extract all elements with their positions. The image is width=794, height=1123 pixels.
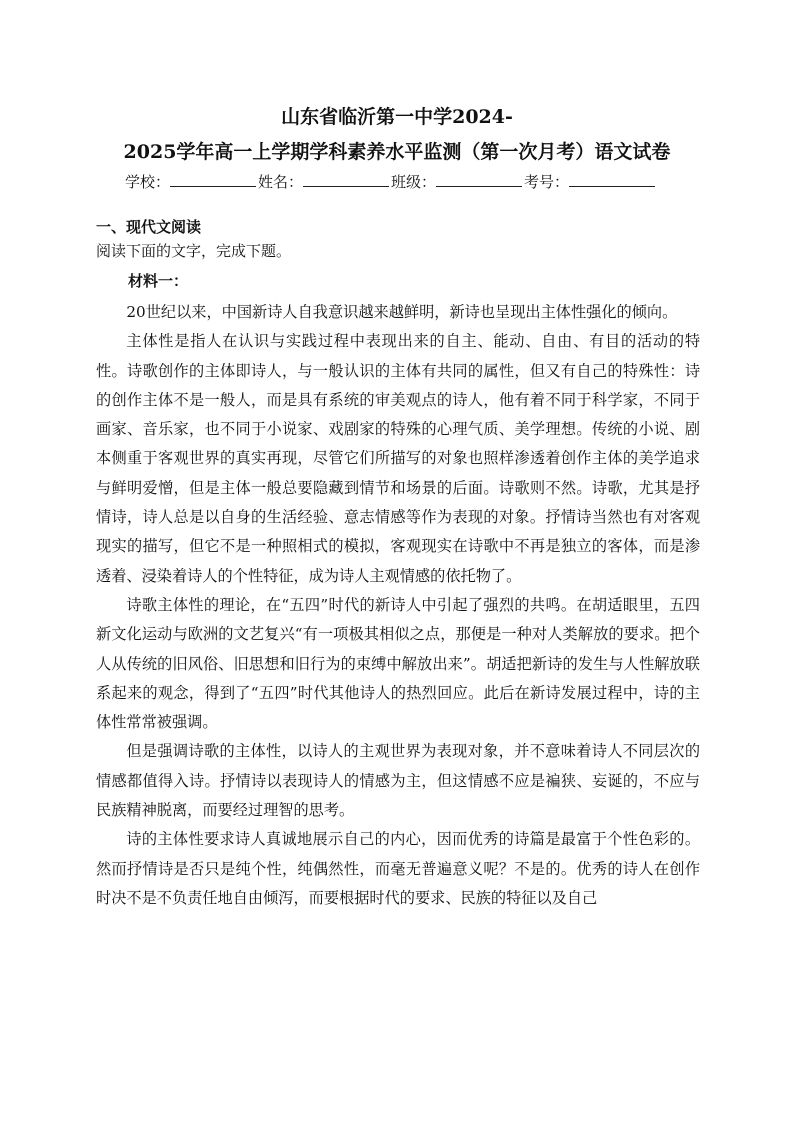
passage-paragraph: 诗的主体性要求诗人真诚地展示自己的内心，因而优秀的诗篇是最富于个性色彩的。然而抒情诗是否只是纯个性，纯偶然性，而毫无普遍意义呢？不是的。优秀的诗人在创作时决不是不负责任地自由倾泻，而要根据时代的要求、民族的特征以及自己 [96,830,700,907]
school-label: 学校： [125,173,171,191]
name-blank[interactable] [303,172,389,187]
class-blank[interactable] [436,172,522,187]
class-label: 班级： [391,173,437,191]
school-blank[interactable] [170,172,256,187]
student-info-row [125,171,685,192]
passage-body [96,298,700,913]
passage-paragraph: 20世纪以来，中国新诗人自我意识越来越鲜明，新诗也呈现出主体性强化的倾向。 [126,303,678,321]
section-heading: 一、现代文阅读 [96,218,202,236]
passage-paragraph: 诗歌主体性的理论，在“五四”时代的新诗人中引起了强烈的共鸣。在胡适眼里，五四新文化运动与欧洲的文艺复兴“有一项极其相似之点，那便是一种对人类解放的要求。把个人从传统的旧风俗、旧思想和旧行为的束缚中解放出来”。胡适把新诗的发生与人性解放联系起来的观念，得到了“五四”时代其他诗人的热烈回应。此后在新诗发展过程中，诗的主体性常常被强调。 [96,595,700,732]
exam-no-label: 考号： [524,173,570,191]
passage-paragraph: 但是强调诗歌的主体性，以诗人的主观世界为表现对象，并不意味着诗人不同层次的情感都值得入诗。抒情诗以表现诗人的情感为主，但这情感不应是褊狭、妄诞的，不应与民族精神脱离，而要经过理智的思考。 [96,742,700,820]
name-label: 姓名： [258,173,304,191]
exam-title-line1: 山东省临沂第一中学2024- [281,106,513,128]
material-label: 材料一： [128,272,189,290]
passage-paragraph: 主体性是指人在认识与实践过程中表现出来的自主、能动、自由、有目的活动的特性。诗歌创作的主体即诗人，与一般认识的主体有共同的属性，但又有自己的特殊性：诗的创作主体不是一般人，而是具有系统的审美观点的诗人，他有着不同于科学家，不同于画家、音乐家，也不同于小说家、戏剧家的特殊的心理气质、美学理想。传统的小说、剧本侧重于客观世界的真实再现，尽管它们所描写的对象也照样渗透着创作主体的美学追求与鲜明爱憎，但是主体一般总要隐藏到情节和场景的后面。诗歌则不然。诗歌，尤其是抒情诗，诗人总是以自身的生活经验、意志情感等作为表现的对象。抒情诗当然也有对客观现实的描写，但它不是一种照相式的模拟，客观现实在诗歌中不再是独立的客体，而是渗透着、浸染着诗人的个性特征，成为诗人主观情感的依托物了。 [96,332,700,585]
exam-title-line2: 2025学年高一上学期学科素养水平监测（第一次月考）语文试卷 [123,141,671,163]
reading-instruction: 阅读下面的文字，完成下题。 [96,242,292,260]
exam-no-blank[interactable] [569,172,655,187]
